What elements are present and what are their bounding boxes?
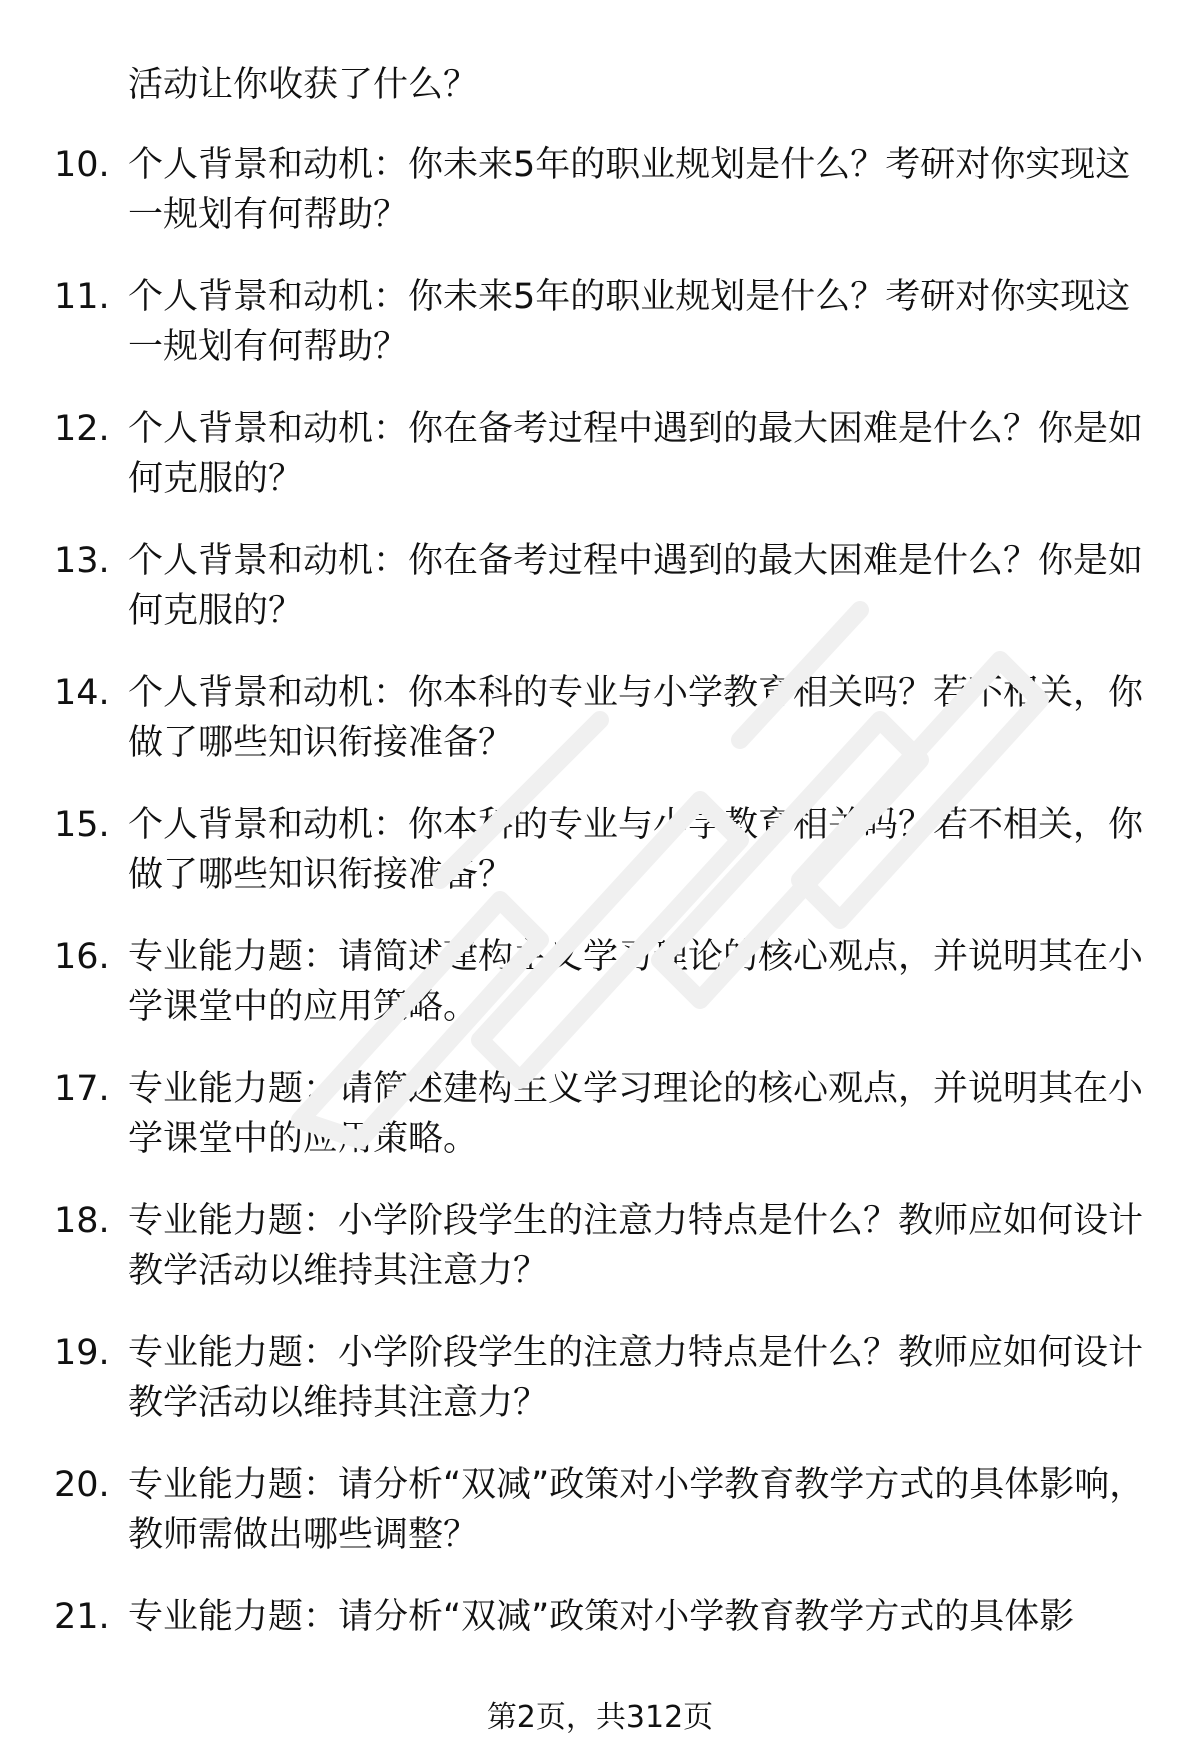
question-text: 专业能力题：请分析“双减”政策对小学教育教学方式的具体影	[128, 1597, 1075, 1637]
question-text: 个人背景和动机：你在备考过程中遇到的最大困难是什么？你是如何克服的？	[128, 541, 1144, 631]
list-item	[0, 140, 1200, 272]
list-item	[0, 668, 1200, 800]
question-text: 个人背景和动机：你在备考过程中遇到的最大困难是什么？你是如何克服的？	[128, 409, 1144, 499]
question-text: 专业能力题：请简述建构主义学习理论的核心观点，并说明其在小学课堂中的应用策略。	[128, 1069, 1144, 1159]
question-text: 个人背景和动机：你本科的专业与小学教育相关吗？若不相关，你做了哪些知识衔接准备？	[128, 673, 1144, 763]
page-footer: 第2页，共312页	[486, 1700, 714, 1735]
question-continuation: 活动让你收获了什么？	[128, 65, 479, 105]
question-number: 11.	[54, 277, 110, 317]
question-text: 专业能力题：请分析“双减”政策对小学教育教学方式的具体影响，教师需做出哪些调整？	[128, 1465, 1145, 1555]
question-number: 18.	[54, 1201, 110, 1241]
question-number: 20.	[54, 1465, 110, 1505]
question-text: 专业能力题：小学阶段学生的注意力特点是什么？教师应如何设计教学活动以维持其注意力？	[128, 1201, 1144, 1291]
list-item	[0, 1196, 1200, 1328]
question-number: 13.	[54, 541, 110, 581]
list-item	[0, 404, 1200, 536]
question-number: 12.	[54, 409, 110, 449]
list-item	[0, 536, 1200, 668]
list-item	[0, 1328, 1200, 1460]
question-number: 17.	[54, 1069, 110, 1109]
question-number: 19.	[54, 1333, 110, 1373]
question-number: 15.	[54, 805, 110, 845]
question-text: 专业能力题：请简述建构主义学习理论的核心观点，并说明其在小学课堂中的应用策略。	[128, 937, 1144, 1027]
list-item	[0, 1064, 1200, 1196]
question-text: 个人背景和动机：你本科的专业与小学教育相关吗？若不相关，你做了哪些知识衔接准备？	[128, 805, 1144, 895]
list-item	[0, 800, 1200, 932]
question-text: 个人背景和动机：你未来5年的职业规划是什么？考研对你实现这一规划有何帮助？	[128, 277, 1131, 367]
question-number: 10.	[54, 145, 110, 185]
question-number: 16.	[54, 937, 110, 977]
list-item	[0, 272, 1200, 404]
question-text: 个人背景和动机：你未来5年的职业规划是什么？考研对你实现这一规划有何帮助？	[128, 145, 1131, 235]
list-item	[0, 1460, 1200, 1592]
question-list	[0, 140, 1200, 1724]
question-text: 专业能力题：小学阶段学生的注意力特点是什么？教师应如何设计教学活动以维持其注意力？	[128, 1333, 1144, 1423]
list-item	[0, 932, 1200, 1064]
question-number: 14.	[54, 673, 110, 713]
question-number: 21.	[54, 1597, 110, 1637]
